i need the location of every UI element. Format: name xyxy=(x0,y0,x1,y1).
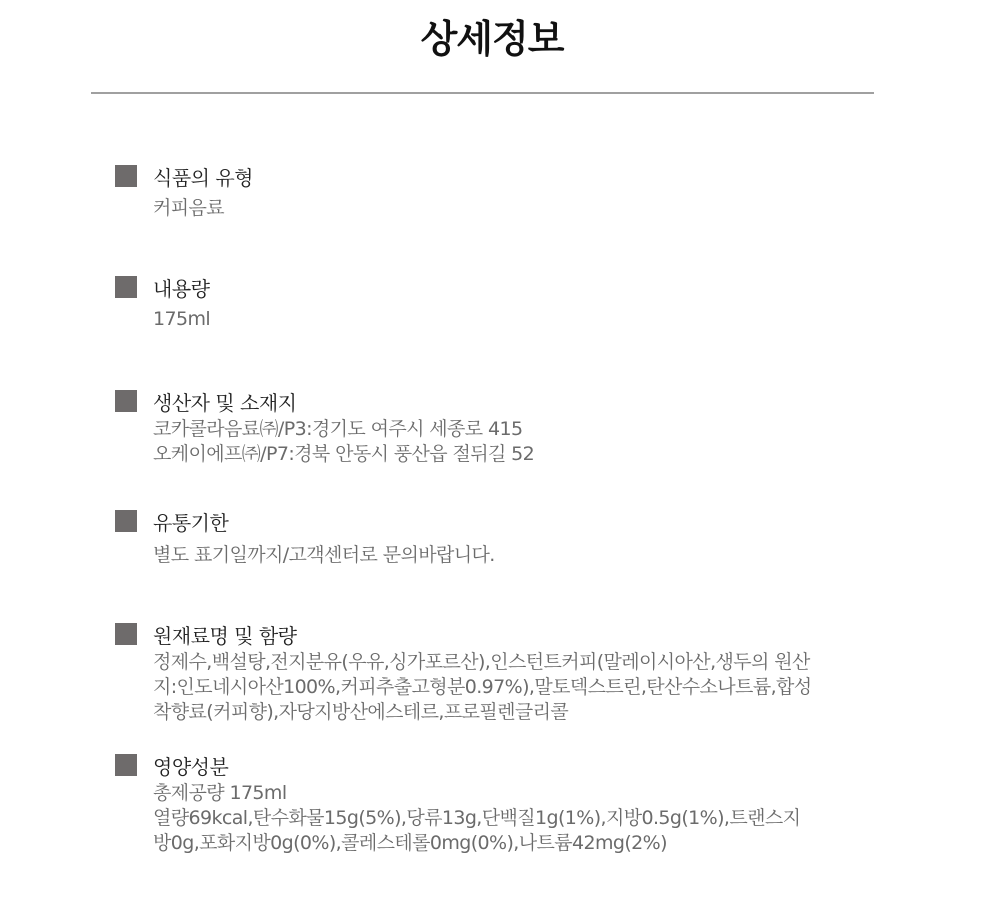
section-ingredients xyxy=(115,620,875,725)
body-line: 코카콜라음료㈜/P3:경기도 여주시 세종로 415 xyxy=(153,418,523,440)
section-body xyxy=(153,196,875,221)
section-title: 내용량 xyxy=(153,276,210,301)
body-line: 방0g,포화지방0g(0%),콜레스테롤0mg(0%),나트륨42mg(2%) xyxy=(153,832,667,854)
section-body xyxy=(153,543,875,568)
square-bullet-icon xyxy=(115,390,137,412)
square-bullet-icon xyxy=(115,165,137,187)
section-title: 영양성분 xyxy=(153,754,229,779)
page-title: 상세정보 xyxy=(420,17,564,61)
section-food-type xyxy=(115,162,875,221)
section-title: 식품의 유형 xyxy=(153,165,253,190)
square-bullet-icon xyxy=(115,276,137,298)
section-header xyxy=(115,620,875,648)
section-header xyxy=(115,162,875,190)
body-line: 정제수,백설탕,전지분유(우유,싱가포르산),인스턴트커피(말레이시아산,생두의 원산 xyxy=(153,651,810,673)
section-body xyxy=(153,650,875,725)
section-body xyxy=(153,781,875,856)
section-header xyxy=(115,751,875,779)
section-nutrition xyxy=(115,751,875,856)
section-header xyxy=(115,273,875,301)
body-line: 지:인도네시아산100%,커피추출고형분0.97%),말토덱스트린,탄산수소나트륨,합성 xyxy=(153,676,812,698)
section-expiration xyxy=(115,507,875,568)
body-line: 총제공량 175ml xyxy=(153,782,287,804)
section-title: 원재료명 및 함량 xyxy=(153,623,297,648)
section-producer xyxy=(115,387,875,467)
square-bullet-icon xyxy=(115,510,137,532)
square-bullet-icon xyxy=(115,754,137,776)
body-line: 별도 표기일까지/고객센터로 문의바랍니다. xyxy=(153,544,495,566)
section-volume xyxy=(115,273,875,332)
section-title: 유통기한 xyxy=(153,510,229,535)
section-body xyxy=(153,417,875,467)
title-divider xyxy=(91,92,874,94)
body-line: 175ml xyxy=(153,308,211,330)
section-title: 생산자 및 소재지 xyxy=(153,390,297,415)
body-line: 커피음료 xyxy=(153,197,225,219)
square-bullet-icon xyxy=(115,623,137,645)
section-header xyxy=(115,507,875,535)
section-header xyxy=(115,387,875,415)
body-line: 열량69kcal,탄수화물15g(5%),당류13g,단백질1g(1%),지방0.5g(1%),트랜스지 xyxy=(153,807,801,829)
body-line: 오케이에프㈜/P7:경북 안동시 풍산읍 절뒤길 52 xyxy=(153,443,535,465)
body-line: 착향료(커피향),자당지방산에스테르,프로필렌글리콜 xyxy=(153,701,569,723)
section-body xyxy=(153,307,875,332)
